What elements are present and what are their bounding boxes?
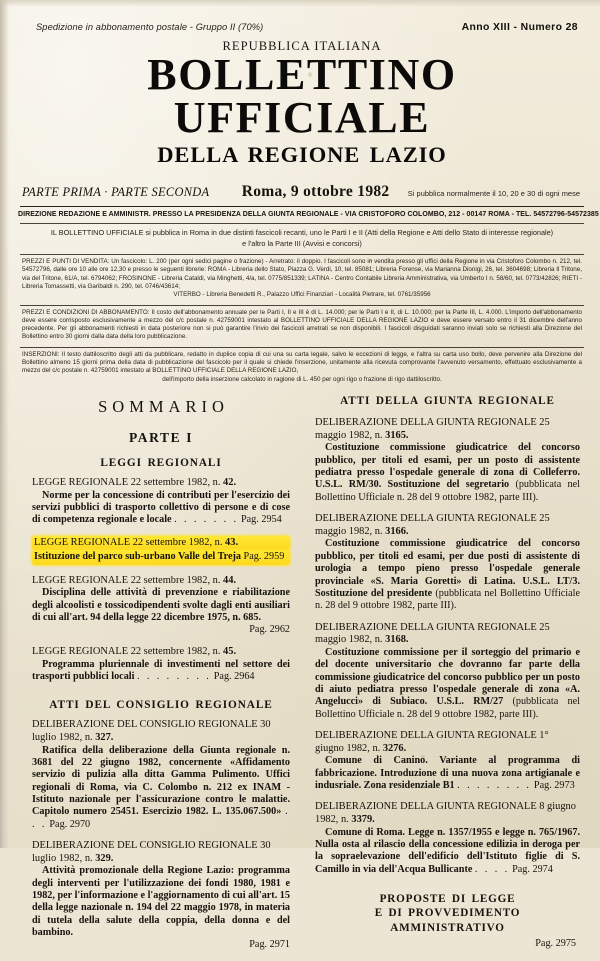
entry-number: 3165. <box>385 429 409 441</box>
entry-number: 327. <box>95 731 114 743</box>
publication-note <box>28 228 576 249</box>
publication-note-line1: IL BOLLETTINO UFFICIALE si pubblica in Roma in due distinti fascicoli recanti, uno le Parti I e II (Atti della Regione e Atti dello Stato di interesse regionale) <box>50 228 554 238</box>
entry-number: 43. <box>225 536 239 548</box>
entry-number: 3379. <box>351 814 375 826</box>
entry-body <box>32 550 290 564</box>
frequency-note: Si pubblica normalmente il 10, 20 e 30 di ogni mese <box>407 189 580 199</box>
highlight-band <box>32 536 290 551</box>
masthead-top-row <box>18 22 586 38</box>
summary-entry[interactable] <box>315 513 580 612</box>
entry-body-note: (pubblicata nel Bollettino Ufficiale n. 28 del 9 ottobre 1982, parte III). <box>315 587 580 612</box>
publication-subtitle: DELLA REGIONE LAZIO <box>157 142 447 168</box>
section-heading-proposte <box>315 892 580 935</box>
entry-title <box>315 730 580 755</box>
entry-title <box>315 801 580 826</box>
entry-body <box>315 647 580 721</box>
highlight-band <box>32 550 290 564</box>
parte-label: PARTE PRIMA · PARTE SECONDA <box>22 185 210 200</box>
entry-number: 44. <box>223 574 237 586</box>
entry-body <box>32 659 290 684</box>
entry-page: Pag. 2964 <box>213 670 255 682</box>
entry-title <box>315 417 580 442</box>
entry-page: Pag. 2970 <box>49 818 91 830</box>
leader-dots: . . . . . . . . <box>457 780 532 792</box>
entry-page: Pag. 2973 <box>533 780 575 792</box>
entry-title <box>32 477 290 490</box>
entry-title-text: LEGGE REGIONALE 22 settembre 1982, n. <box>34 536 226 548</box>
summary-entry[interactable] <box>315 622 580 721</box>
summary-entry-highlighted[interactable] <box>32 536 290 565</box>
subscription-note: PREZZI E CONDIZIONI DI ABBONAMENTO: Il costo dell'abbonamento annuale per le Parti I, II e III è di L. 14.000; per le Parti I e II, di L. 10.000; per la Parte III, L. 4.000. L'importo dell'abbonamento deve essere corrisposto esclusivamente a mezzo del c/c postale n. 42759001 intestato al BOLLETTINO UFFICIALE DELLA REGIONE LAZIO e deve essere versato entro il 31 dicembre dell'anno precedente. Per gli abbonamenti richiesti in data posteriore non si può garantire l'invio dei fascicoli arretrati se non disponibili. I fascicoli disguidati saranno inviati solo se richiesti alla Direzione del Bollettino entro 30 giorni dalla data della loro pubblicazione. <box>22 308 582 341</box>
entry-number: 45. <box>223 645 237 657</box>
divider-rule <box>20 305 584 306</box>
entry-body-text: Programma pluriennale di investimenti nel settore dei trasporti pubblici locali <box>32 658 290 682</box>
entry-body <box>315 442 580 504</box>
page-content <box>18 22 599 951</box>
entry-title-text: DELIBERAZIONE DELLA GIUNTA REGIONALE 25 maggio 1982, n. <box>315 417 550 441</box>
entry-body <box>315 755 580 792</box>
entry-body-text: Costituzione commissione giudicatrice del concorso pubblico, per titoli ed esami, per due posti di assistente di urologia a tempo pieno presso l'ospedale generale provinciale «S. Maria Goretti» di Latina. U.S.L. LT/3. Sostituzione del presidente <box>315 538 580 599</box>
postal-notice: Spedizione in abbonamento postale - Gruppo II (70%) <box>36 22 264 32</box>
summary-entry[interactable] <box>315 730 580 792</box>
divider-rule <box>20 347 584 348</box>
scan-edge-left <box>0 0 9 848</box>
place-date: Roma, 9 ottobre 1982 <box>241 183 390 201</box>
entry-number: 3168. <box>385 634 409 646</box>
entry-body-text: Costituzione commissione per il sorteggio del primario e del docente universitario che dovranno far parte della commissione giudicatrice del concorso pubblico per un posto di aiuto pediatra presso l'ospedale generale di zona «A. Angelucci» di Subiaco. U.S.L. RM/27 <box>315 646 580 708</box>
entry-title <box>315 622 580 647</box>
entry-body-text: Disciplina delle attività di prevenzione e riabilitazione degli alcoolisti e tossicodipendenti svolte dagli enti ausiliari di cui all'art. 94 della legge 22 dicembre 1975, n. 685. <box>32 587 290 624</box>
entry-body-text: Ratifica della deliberazione della Giunta regionale n. 3681 del 22 giugno 1982, concernente «Affidamento servizio di pulizia alla ditta Gamma Pulimento. Uffici regionali di Roma, via C. Colombo n. 212 ex INAM - Istituto nazionale per l'assicurazione contro le malattie. Capitolo numero 25451. Esercizio 1982. L. 135.067.500» <box>32 744 290 818</box>
entry-body <box>315 827 580 876</box>
proposte-line1: PROPOSTE DI LEGGE <box>379 893 516 906</box>
summary-entry[interactable] <box>32 575 290 637</box>
entry-body-note: (pubblicata nel Bollettino Ufficiale n. 28 del 9 ottobre 1982, parte III). <box>315 479 580 503</box>
dateline-row <box>18 183 586 201</box>
entry-title <box>32 719 290 744</box>
entry-number: 3276. <box>382 742 407 754</box>
summary-entry[interactable] <box>32 646 290 683</box>
publication-note-line2: e l'altro la Parte III (Avvisi e concorsi) <box>242 238 362 248</box>
entry-title <box>32 646 290 659</box>
entry-title-text: DELIBERAZIONE DELLA GIUNTA REGIONALE 1° giugno 1982, n. <box>315 729 549 754</box>
summary-entry[interactable] <box>315 801 580 876</box>
entry-body-text: Norme per la concessione di contributi per l'esercizio dei servizi pubblici di trasporto collettivo di persone e di cose di competenza regionale e locale <box>32 489 290 526</box>
entry-title-text: DELIBERAZIONE DELLA GIUNTA REGIONALE 25 maggio 1982, n. <box>315 621 550 646</box>
entry-title <box>32 840 290 865</box>
entry-body-note: (pubblicata nel Bollettino Ufficiale n. 28 del 9 ottobre 1982, parte III). <box>315 696 580 720</box>
part-heading: PARTE I <box>128 430 194 445</box>
editorial-address: DIREZIONE REDAZIONE E AMMINISTR. PRESSO LA PRESIDENZA DELLA GIUNTA REGIONALE - VIA CRISTOFORO COLOMBO, 212 - 00147 ROMA - TEL. 54572796-54572385 <box>18 211 599 219</box>
insertions-text: INSERZIONI: Il testo dattiloscritto degli atti da pubblicare, redatto in duplice copia di cui una su carta legale, salvo le eccezioni di legge, e l'altra su carta uso bollo, deve pervenire alla Direzione del Bollettino almeno 15 giorni prima della data di pubblicazione del fascicolo per il quale si chiede l'inserzione, unitamente alla ricevuta comprovante l'avvenuto versamento, effettuato esclusivamente a mezzo del c/c postale n. 42759001 intestato al BOLLETTINO UFFICIALE DELLA REGIONE LAZIO, <box>22 350 582 375</box>
prices-sales-lastline: VITERBO - Libreria Benedetti R., Palazzo Uffici Finanziari - Località Pietrare, tel. 0761/35956 <box>173 291 431 299</box>
entry-body <box>32 745 290 831</box>
entry-title-text: LEGGE REGIONALE 22 settembre 1982, n. <box>32 477 224 488</box>
entry-page: Pag. 2974 <box>512 863 553 875</box>
leader-dots: . . . . . . . <box>174 514 239 526</box>
entry-body-text: Istituzione del parco sub-urbano Valle del Treja <box>34 551 241 563</box>
divider-rule <box>20 206 584 207</box>
entry-body-text: Comune di Canino. Variante al programma di fabbricazione. Introduzione di una nuova zona artigianale e indusriale. Zona residenziale B1 <box>315 755 580 792</box>
summary-entry[interactable] <box>32 719 290 831</box>
republic-label: REPUBBLICA ITALIANA <box>222 39 382 53</box>
summary-columns <box>18 395 586 961</box>
entry-body <box>32 490 290 527</box>
summary-left-column <box>18 395 302 961</box>
entry-title <box>315 513 580 538</box>
entry-body-text: Attività promozionale della Regione Lazio: programma degli interventi per l'utilizzazione dei fondi 1980, 1981 e 1982, per l'informazione e l'aggiornamento di cui all'art. 15 della legge nazionale n. 194 del 22 maggio 1978, in materia di tutela della salute della coppia, della donna e del bambino. <box>32 865 290 939</box>
entry-title <box>32 575 290 588</box>
insertions-note <box>22 351 582 384</box>
leader-dots: . . . . <box>474 863 510 875</box>
entry-title-text: LEGGE REGIONALE 22 settembre 1982, n. <box>32 645 224 657</box>
divider-rule <box>20 254 584 255</box>
section-heading-atti-giunta: ATTI DELLA GIUNTA REGIONALE <box>340 395 555 407</box>
entry-number: 329. <box>95 852 114 864</box>
section-heading-atti-consiglio: ATTI DEL CONSIGLIO REGIONALE <box>49 699 273 712</box>
entry-title-text: DELIBERAZIONE DEL CONSIGLIO REGIONALE 30 luglio 1982, n. <box>32 719 271 743</box>
insertions-lastline: dell'importo della inserzione calcolato in ragione di L. 450 per ogni rigo o frazione di rigo dattiloscritto. <box>162 375 442 383</box>
entry-body-text: Costituzione commissione giudicatrice del concorso pubblico, per titoli ed esami, per un posto di assistente pediatra presso l'ospedale generale di zona di Colleferro. U.S.L. RM/30. Sostituzione del segretario <box>315 442 580 491</box>
issue-number: Anno XIII - Numero 28 <box>461 22 578 33</box>
proposte-page: Pag. 2975 <box>535 938 576 950</box>
summary-heading: SOMMARIO <box>98 397 229 416</box>
entry-body <box>32 865 290 951</box>
proposte-line2: E DI PROVVEDIMENTO AMMINISTRATIVO <box>374 907 521 934</box>
entry-title <box>32 536 290 551</box>
entry-number: 3166. <box>385 525 409 537</box>
publication-title: BOLLETTINO UFFICIALE <box>147 50 457 143</box>
entry-page: Pag. 2971 <box>249 939 290 951</box>
leader-dots: . . . . . . . . <box>137 670 212 682</box>
entry-page: Pag. 2962 <box>249 624 290 636</box>
summary-entry[interactable] <box>315 417 580 504</box>
entry-body-text: Comune di Roma. Legge n. 1357/1955 e legge n. 765/1967. Nulla osta al rilascio della concessione edilizia in deroga per la sopraelevazione dell'edificio dell'Istituto figlie di S. Camillo in via dell'Acqua Bullicante <box>315 826 580 875</box>
entry-page: Pag. 2959 <box>243 551 285 563</box>
scan-edge-top <box>0 0 600 7</box>
entry-page: Pag. 2954 <box>240 514 282 526</box>
prices-sales-text: PREZZI E PUNTI DI VENDITA: Un fascicolo: L. 200 (per ogni sedici pagine o frazione) - Arretrato: il doppio. I fascicoli sono in vendita presso gli uffici della Regione in via Cristoforo Colombo n. 212, tel. 54572796, dalle ore 10 alle ore 12,30 e presso le seguenti librerie: ROMA - Libreria dello Stato, Piazza G. Verdi, 10, tel. 85081; Libreria Forense, via Marianna Dionigi, 26, tel. 3604698; Libreria Il Tritone, via del Tritone, 61/A, tel. 6794062; FROSINONE - Libreria Cataldi, via Minghetti, 4/a, tel. 0775/851339; LATINA - Centro Contabile Libreria Amministrativa, via Umberto I n. 58/60, tel. 0773/42826; RIETI - Libreria Tomassetti, via Garibaldi n. 290, tel. 0746/43614; <box>22 257 582 290</box>
leader-dots: . . . <box>32 806 291 830</box>
entry-title-text: DELIBERAZIONE DEL CONSIGLIO REGIONALE 30 luglio 1982, n. <box>32 839 271 864</box>
prices-sales-note <box>22 258 582 300</box>
section-heading-leggi-regionali: LEGGI REGIONALI <box>100 457 222 469</box>
summary-entry[interactable] <box>32 840 290 952</box>
entry-body <box>315 538 580 612</box>
entry-title-text: LEGGE REGIONALE 22 settembre 1982, n. <box>32 574 224 586</box>
summary-entry[interactable] <box>32 477 290 527</box>
entry-number: 42. <box>223 477 237 488</box>
entry-body <box>32 587 290 636</box>
summary-right-column <box>302 395 586 961</box>
entry-title-text: DELIBERAZIONE DELLA GIUNTA REGIONALE 8 giugno 1982, n. <box>315 801 576 826</box>
entry-title-text: DELIBERAZIONE DELLA GIUNTA REGIONALE 25 maggio 1982, n. <box>315 513 550 537</box>
divider-rule <box>20 223 584 224</box>
